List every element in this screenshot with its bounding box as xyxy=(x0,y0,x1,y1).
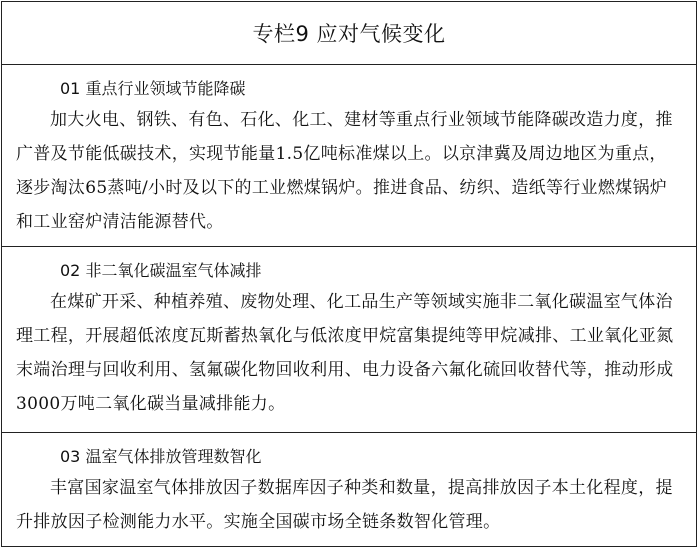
section-non-co2 xyxy=(2,247,696,433)
section-energy-saving xyxy=(2,65,696,247)
section-heading: 03 温室气体排放管理数智化 xyxy=(60,447,262,466)
section-body: 在煤矿开采、种植养殖、废物处理、化工品生产等领域实施非二氧化碳温室气体治理工程，开展超低浓度瓦斯蓄热氧化与低浓度甲烷富集提纯等甲烷减排、工业氧化亚氮末端治理与回收利用、氢氟碳化物回收利用、电力设备六氟化硫回收替代等，推动形成3000万吨二氧化碳当量减排能力。 xyxy=(16,292,674,414)
column-box xyxy=(1,1,697,547)
section-heading: 02 非二氧化碳温室气体减排 xyxy=(60,261,262,280)
section-heading: 01 重点行业领域节能降碳 xyxy=(60,79,246,98)
section-body: 丰富国家温室气体排放因子数据库因子种类和数量，提高排放因子本土化程度，提升排放因子检测能力水平。实施全国碳市场全链条数智化管理。 xyxy=(16,478,673,532)
column-title: 专栏9 应对气候变化 xyxy=(2,2,696,65)
section-body: 加大火电、钢铁、有色、石化、化工、建材等重点行业领域节能降碳改造力度，推广普及节能低碳技术，实现节能量1.5亿吨标准煤以上。以京津冀及周边地区为重点，逐步淘汰65蒸吨/小时及以下的工业燃煤锅炉。推进食品、纺织、造纸等行业燃煤锅炉和工业窑炉清洁能源替代。 xyxy=(16,110,673,232)
section-digital-management xyxy=(2,433,696,547)
